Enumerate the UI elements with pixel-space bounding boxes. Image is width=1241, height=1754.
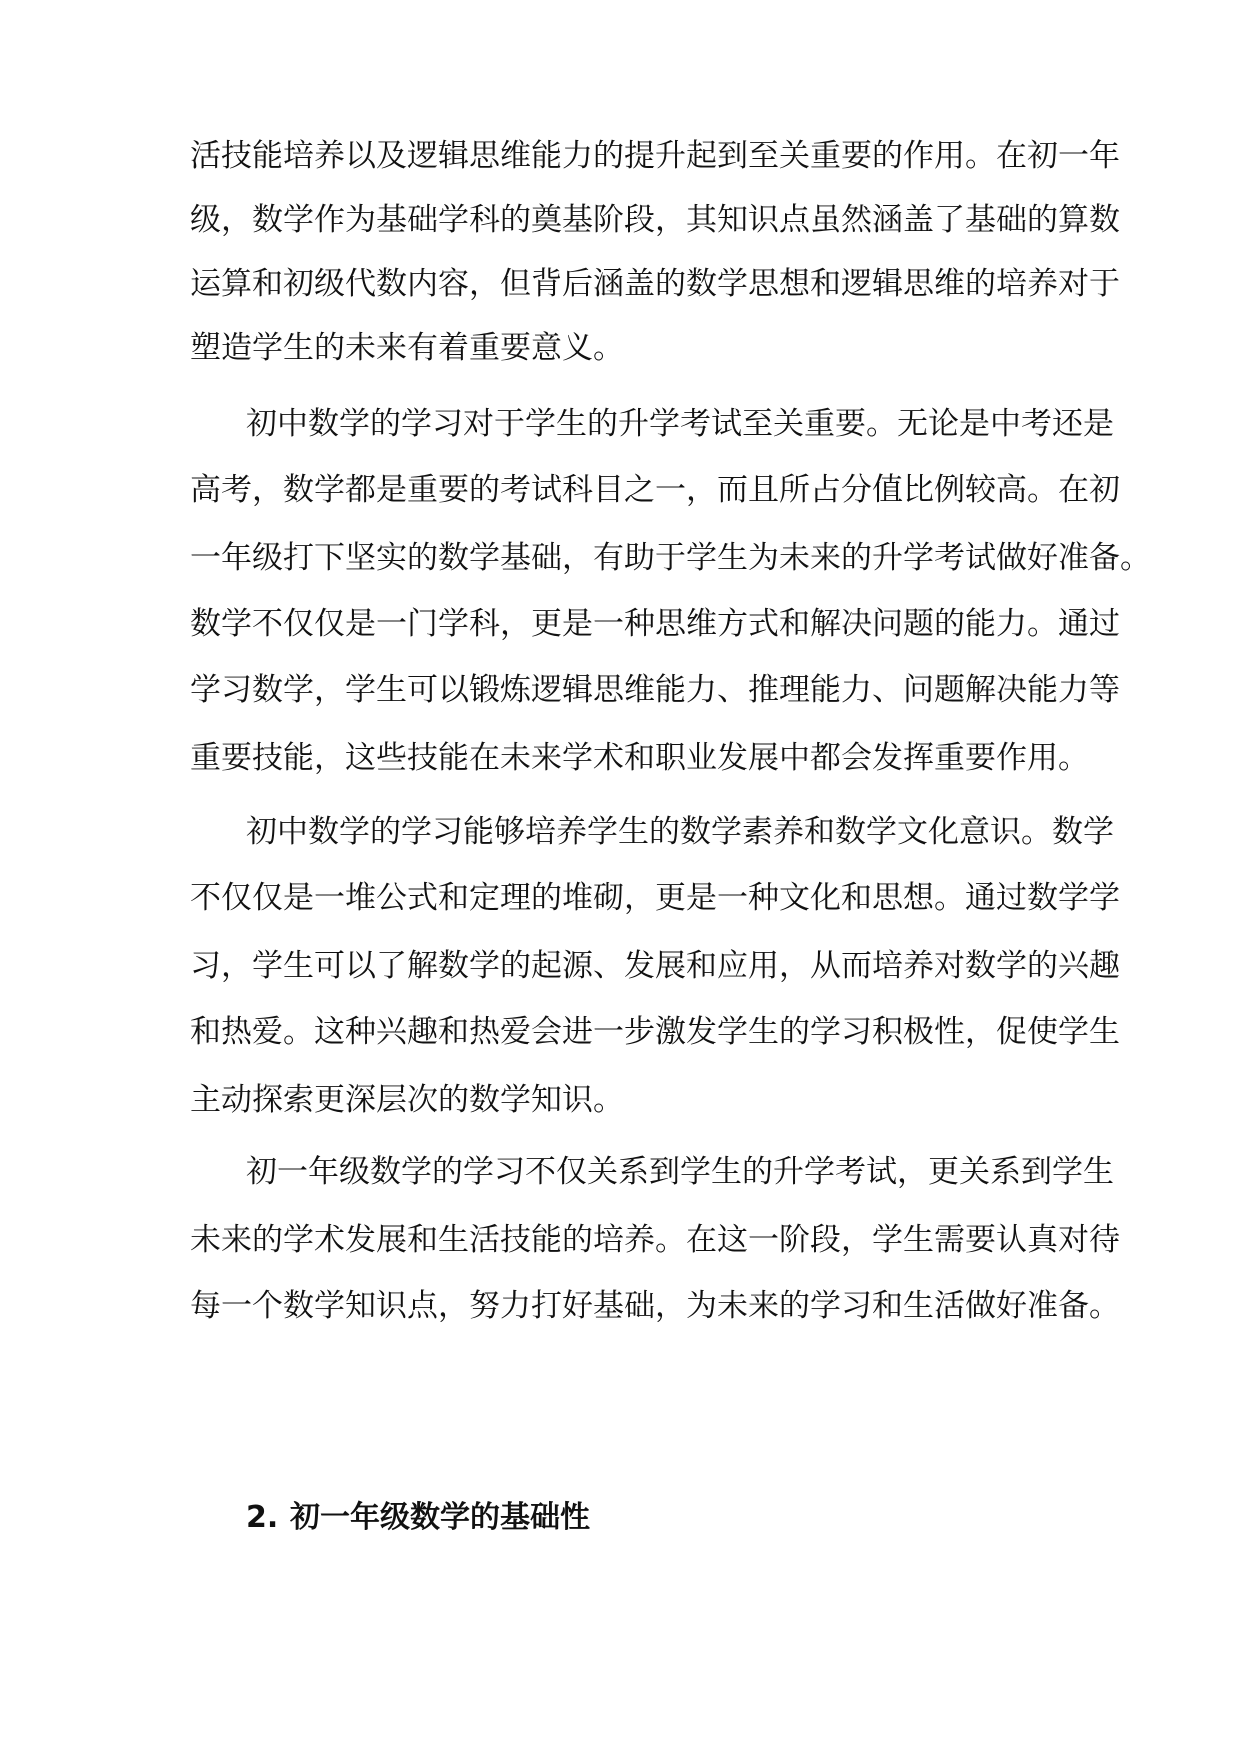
- paragraph-3-line-4: 和热爱。这种兴趣和热爱会进一步激发学生的学习积极性，促使学生: [190, 1014, 1120, 1050]
- paragraph-1-line-3: 运算和初级代数内容，但背后涵盖的数学思想和逻辑思维的培养对于: [190, 266, 1120, 302]
- section-heading-title: 初一年级数学的基础性: [290, 1500, 590, 1535]
- paragraph-1-line-4: 塑造学生的未来有着重要意义。: [190, 330, 624, 366]
- paragraph-2-line-4: 数学不仅仅是一门学科，更是一种思维方式和解决问题的能力。通过: [190, 606, 1120, 642]
- paragraph-4-line-1: 初一年级数学的学习不仅关系到学生的升学考试，更关系到学生: [246, 1154, 1114, 1190]
- paragraph-2-line-1: 初中数学的学习对于学生的升学考试至关重要。无论是中考还是: [246, 406, 1114, 442]
- paragraph-2-line-3: 一年级打下坚实的数学基础，有助于学生为未来的升学考试做好准备。: [190, 540, 1151, 576]
- paragraph-1-line-1: 活技能培养以及逻辑思维能力的提升起到至关重要的作用。在初一年: [190, 138, 1120, 174]
- section-heading-number: 2.: [246, 1500, 279, 1535]
- paragraph-2-line-2: 高考，数学都是重要的考试科目之一，而且所占分值比例较高。在初: [190, 472, 1120, 508]
- section-heading: [246, 1498, 590, 1538]
- paragraph-3-line-5: 主动探索更深层次的数学知识。: [190, 1082, 624, 1118]
- paragraph-4-line-2: 未来的学术发展和生活技能的培养。在这一阶段，学生需要认真对待: [190, 1222, 1120, 1258]
- paragraph-4-line-3: 每一个数学知识点，努力打好基础，为未来的学习和生活做好准备。: [190, 1288, 1120, 1324]
- paragraph-1-line-2: 级，数学作为基础学科的奠基阶段，其知识点虽然涵盖了基础的算数: [190, 202, 1120, 238]
- paragraph-3-line-3: 习，学生可以了解数学的起源、发展和应用，从而培养对数学的兴趣: [190, 948, 1120, 984]
- paragraph-3-line-1: 初中数学的学习能够培养学生的数学素养和数学文化意识。数学: [246, 814, 1114, 850]
- paragraph-2-line-6: 重要技能，这些技能在未来学术和职业发展中都会发挥重要作用。: [190, 740, 1089, 776]
- paragraph-2-line-5: 学习数学，学生可以锻炼逻辑思维能力、推理能力、问题解决能力等: [190, 672, 1120, 708]
- paragraph-3-line-2: 不仅仅是一堆公式和定理的堆砌，更是一种文化和思想。通过数学学: [190, 880, 1120, 916]
